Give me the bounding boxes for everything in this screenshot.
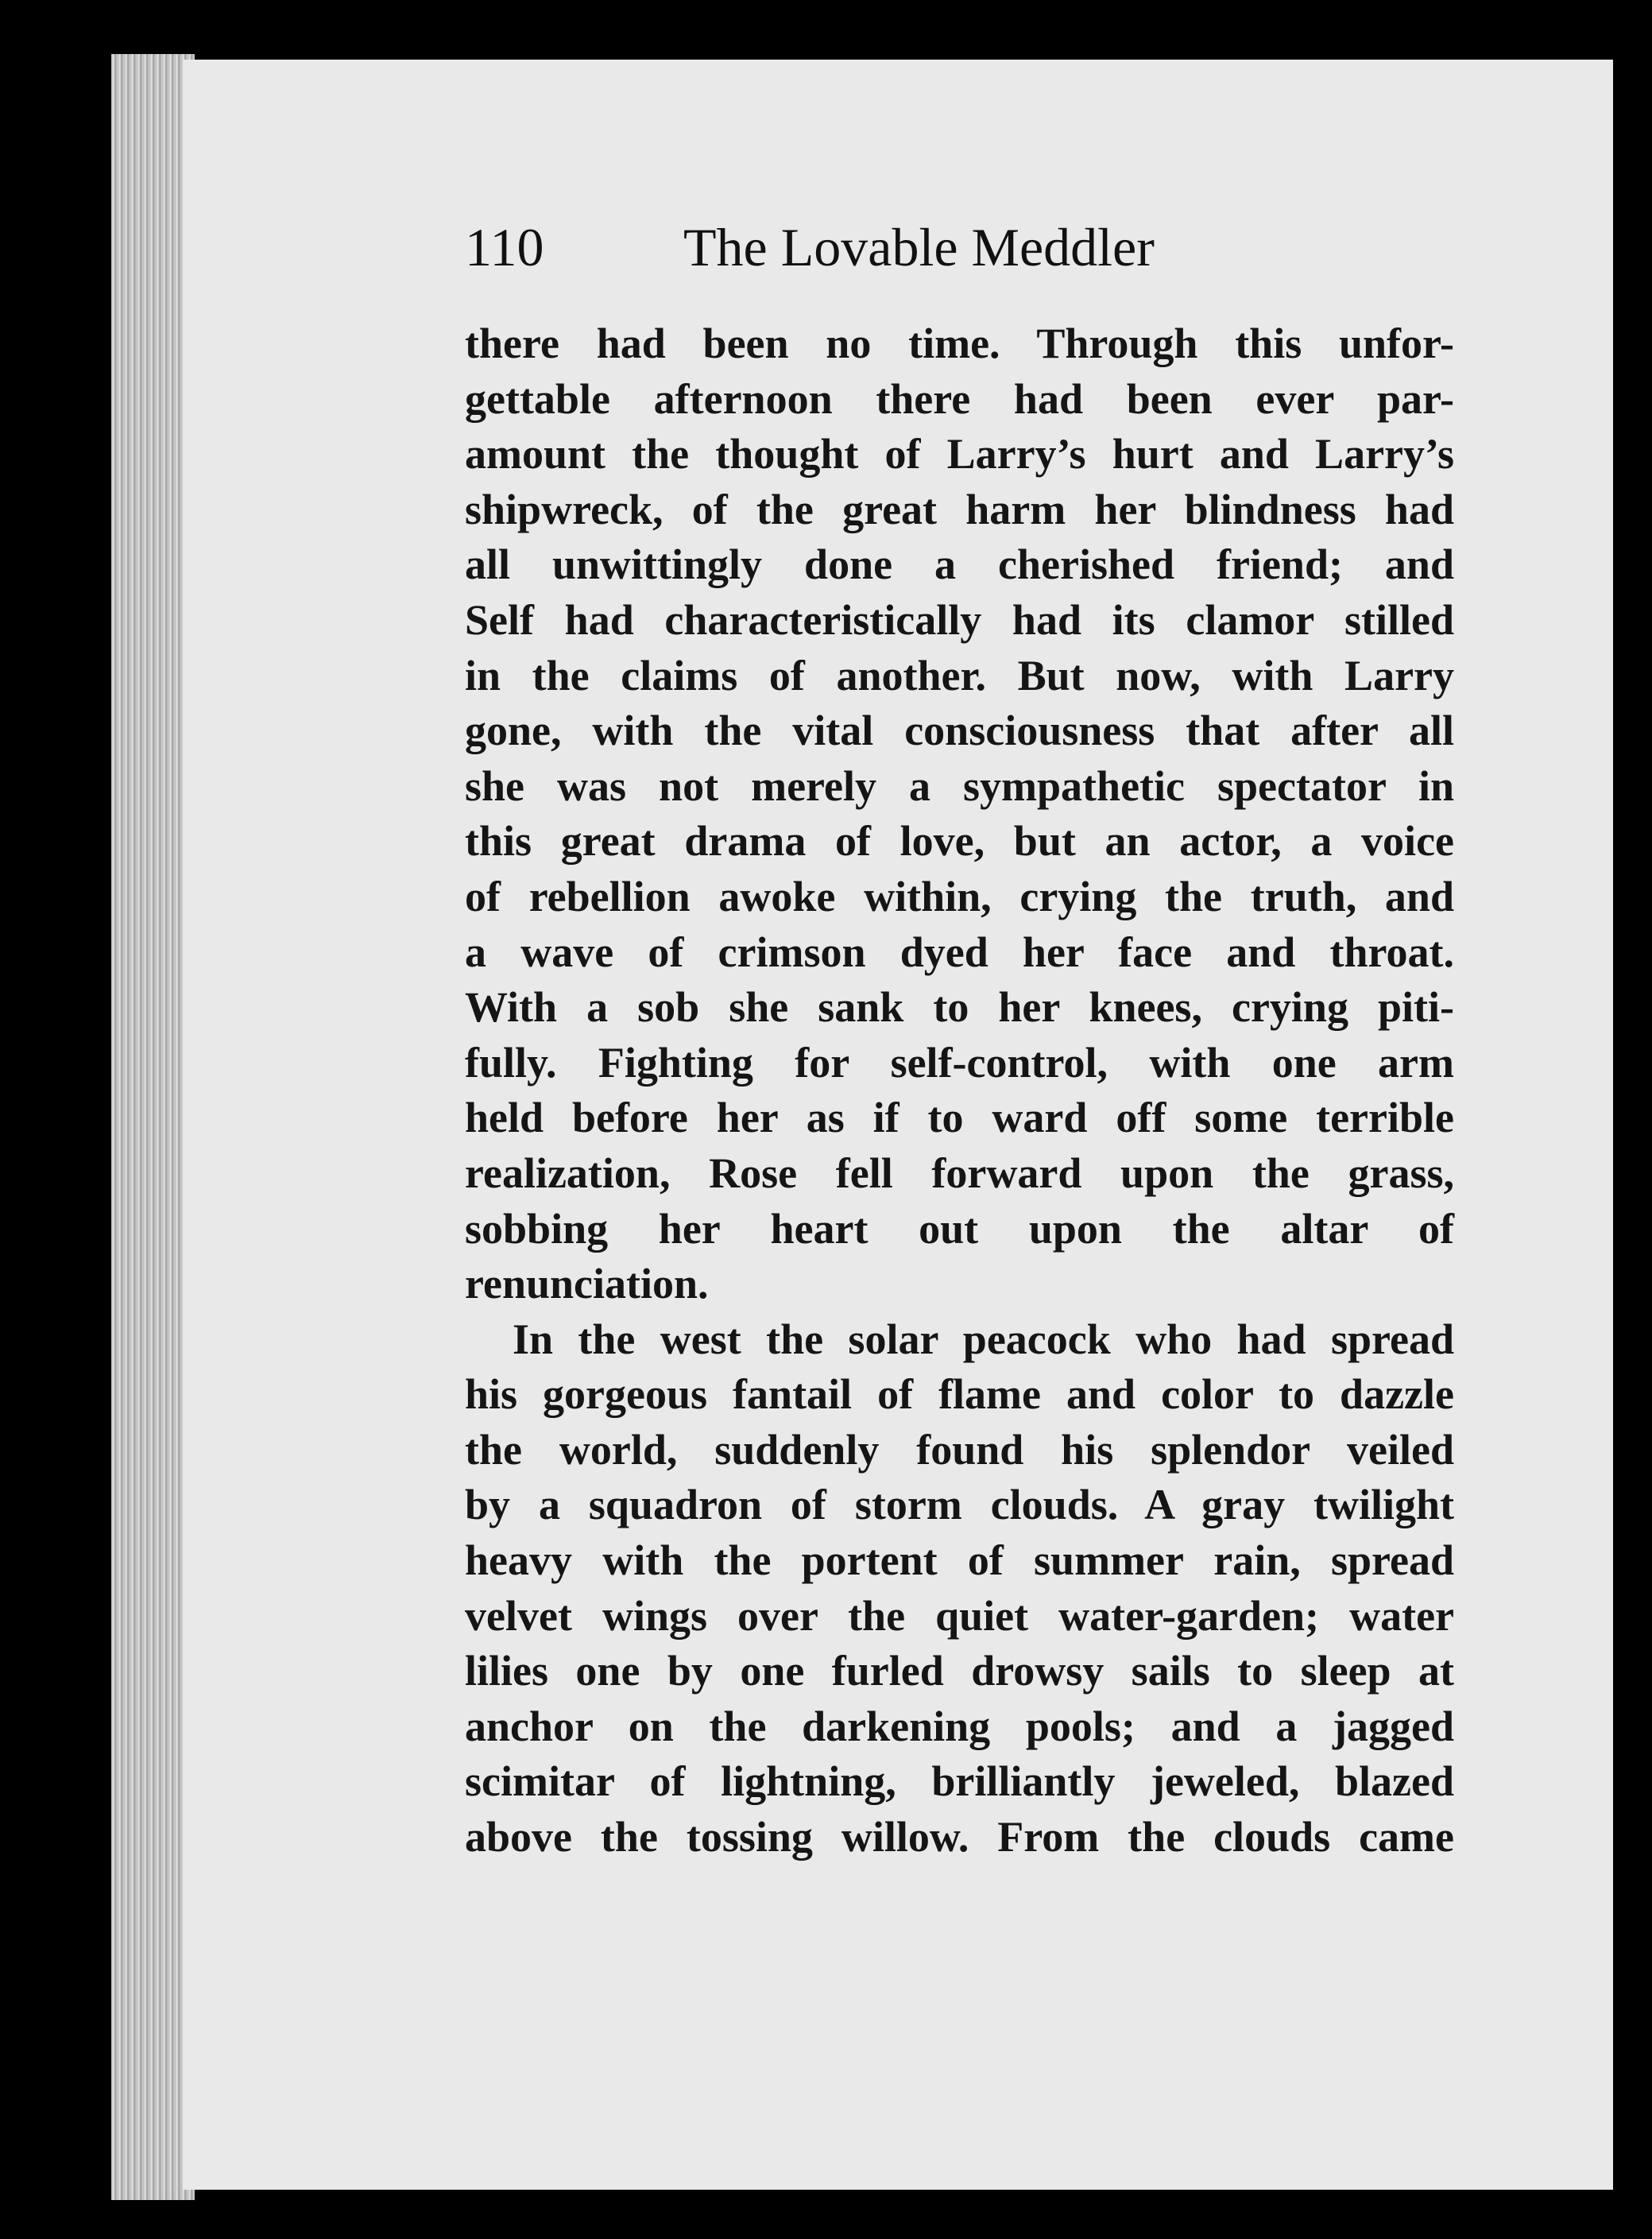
text-line: sobbing her heart out upon the altar of [465,1204,1454,1253]
text-line: With a sob she sank to her knees, crying piti- [465,983,1454,1032]
running-header [465,216,1244,279]
text-line: In the west the solar peacock who had spread [513,1315,1454,1363]
text-line: in the claims of another. But now, with Larry [465,651,1454,699]
text-line: by a squadron of storm clouds. A gray twilight [465,1481,1454,1529]
text-line: there had been no time. Through this unfor- [465,320,1454,367]
page-number: 110 [465,217,544,277]
text-line: gone, with the vital consciousness that after all [465,707,1454,755]
text-line: lilies one by one furled drowsy sails to sleep at [465,1647,1454,1695]
text-line: shipwreck, of the great harm her blindness had [465,485,1454,533]
text-line: the world, suddenly found his splendor veiled [465,1425,1454,1474]
body-text [465,316,1454,1865]
text-line: all unwittingly done a cherished friend; and [465,540,1454,589]
text-line: amount the thought of Larry’s hurt and Larry’s [465,430,1454,478]
text-line: of rebellion awoke within, crying the truth, and [465,872,1454,920]
text-line: a wave of crimson dyed her face and throat. [465,928,1454,976]
text-line: she was not merely a sympathetic spectator in [465,761,1454,810]
text-line: above the tossing willow. From the clouds came [465,1813,1454,1861]
text-line: realization, Rose fell forward upon the grass, [465,1149,1454,1197]
text-line: this great drama of love, but an actor, a voice [465,817,1454,866]
text-line: Self had characteristically had its clamor stilled [465,595,1454,644]
text-line: anchor on the darkening pools; and a jagged [465,1702,1454,1750]
text-line: fully. Fighting for self-control, with one arm [465,1038,1454,1087]
text-line: his gorgeous fantail of flame and color to dazzle [465,1370,1454,1419]
text-line: held before her as if to ward off some terrible [465,1094,1454,1142]
running-title: The Lovable Meddler [683,217,1155,277]
text-line: scimitar of lightning, brilliantly jeweled, blazed [465,1757,1454,1806]
text-line: renunciation. [465,1260,709,1308]
text-line: heavy with the portent of summer rain, spread [465,1536,1454,1585]
text-line: velvet wings over the quiet water-garden; water [465,1591,1454,1640]
text-line: gettable afternoon there had been ever par- [465,374,1454,423]
